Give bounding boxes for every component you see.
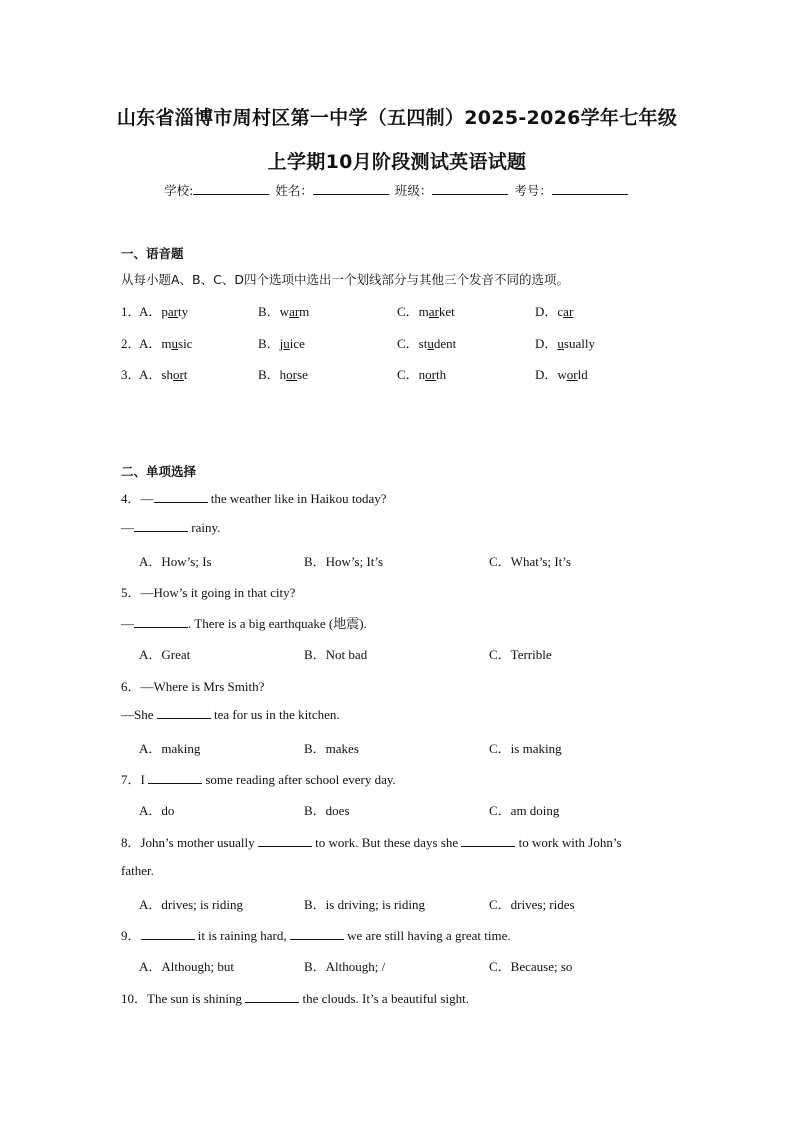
answer-blank[interactable] — [461, 835, 515, 847]
q3-option-d[interactable] — [535, 364, 588, 383]
q6-reply-post: tea for us in the kitchen. — [210, 707, 340, 722]
option-letter: A． — [139, 336, 162, 351]
option-letter: C． — [397, 304, 419, 319]
q7-stem-post: some reading after school every day. — [202, 772, 396, 787]
q4-option-c[interactable]: C．What’s; It’s — [489, 554, 571, 569]
word-part: se — [297, 367, 308, 382]
school-label: 学校: — [164, 183, 194, 198]
question-9-stem — [121, 925, 511, 944]
q9-option-b[interactable]: B．Although; / — [304, 959, 386, 974]
option-letter: C． — [397, 336, 419, 351]
answer-blank[interactable] — [245, 991, 299, 1003]
option-letter: A． — [139, 304, 162, 319]
option-letter: B． — [258, 304, 280, 319]
question-8-stem — [121, 832, 622, 851]
question-3-number: 3． — [121, 367, 141, 382]
underlined-letters: u — [557, 336, 564, 351]
underlined-letters: ar — [289, 304, 300, 319]
question-6-stem: 6．—Where is Mrs Smith? — [121, 679, 265, 694]
section-heading-phonetics: 一、语音题 — [121, 246, 184, 261]
q8-option-b[interactable]: B．is driving; is riding — [304, 897, 425, 912]
q4-reply-post: rainy. — [188, 520, 221, 535]
q6-reply-pre: —She — [121, 707, 157, 722]
q9-stem-pre: 9． — [121, 928, 141, 943]
q9-stem-mid: it is raining hard, — [194, 928, 290, 943]
q4-option-b[interactable]: B．How’s; It’s — [304, 554, 384, 569]
question-6-reply — [121, 707, 340, 723]
word-part: n — [418, 367, 426, 382]
q5-option-b[interactable]: B．Not bad — [304, 647, 368, 662]
section-instruction: 从每小题A、B、C、D四个选项中选出一个划线部分与其他三个发音不同的选项。 — [121, 272, 569, 287]
option-letter: D． — [535, 336, 558, 351]
q3-option-a[interactable] — [139, 364, 187, 383]
word-part: sh — [161, 367, 173, 382]
class-label: 班级： — [394, 183, 433, 198]
option-letter: C． — [397, 367, 419, 382]
q2-option-a[interactable] — [139, 333, 192, 352]
name-label: 姓名： — [275, 183, 313, 198]
class-blank[interactable] — [432, 182, 508, 195]
word-part: ket — [438, 304, 455, 319]
underlined-letters: ar — [563, 304, 574, 319]
word-part: ice — [289, 336, 305, 351]
question-2-number: 2． — [121, 336, 141, 351]
q5-option-c[interactable]: C．Terrible — [489, 647, 552, 662]
question-7-stem — [121, 769, 396, 788]
q5-reply-post: . There is a big earthquake (地震). — [188, 616, 367, 631]
q2-option-d[interactable] — [535, 333, 595, 352]
q4-stem-post: the weather like in Haikou today? — [207, 491, 387, 506]
underlined-letters: or — [425, 367, 437, 382]
q4-option-a[interactable]: A．How’s; Is — [139, 554, 212, 569]
word-part: ty — [178, 304, 189, 319]
q7-option-a[interactable]: A．do — [139, 803, 175, 818]
answer-blank[interactable] — [148, 772, 202, 784]
q4-stem-pre: 4．— — [121, 491, 154, 506]
q6-option-c[interactable]: C．is making — [489, 741, 562, 756]
q9-stem-post: we are still having a great time. — [343, 928, 511, 943]
word-part: m — [418, 304, 429, 319]
answer-blank[interactable] — [157, 707, 211, 719]
q9-option-a[interactable]: A．Although; but — [139, 959, 234, 974]
underlined-letters: ar — [167, 304, 178, 319]
q10-stem-pre: 10．The sun is shining — [121, 991, 246, 1006]
question-4-reply — [121, 520, 220, 536]
exam-title-line1: 山东省淄博市周村区第一中学（五四制）2025-2026学年七年级 — [116, 107, 678, 129]
exam-no-blank[interactable] — [552, 182, 628, 195]
option-letter: B． — [258, 367, 280, 382]
question-8-stem-cont: father. — [121, 863, 154, 878]
word-part: c — [557, 304, 564, 319]
q9-option-c[interactable]: C．Because; so — [489, 959, 573, 974]
q6-option-b[interactable]: B．makes — [304, 741, 359, 756]
q2-option-c[interactable] — [397, 333, 456, 352]
underlined-letters: or — [286, 367, 298, 382]
q8-stem-pre: 8．John’s mother usually — [121, 835, 258, 850]
q8-stem-post: to work with John’s — [515, 835, 622, 850]
option-letter: D． — [535, 367, 558, 382]
answer-blank[interactable] — [258, 835, 312, 847]
answer-blank[interactable] — [141, 928, 195, 940]
answer-blank[interactable] — [290, 928, 344, 940]
word-part: t — [183, 367, 188, 382]
q2-option-b[interactable] — [258, 333, 305, 352]
word-part: sic — [178, 336, 193, 351]
q7-option-c[interactable]: C．am doing — [489, 803, 560, 818]
question-10-stem — [121, 988, 469, 1007]
q5-reply-pre: — — [121, 616, 134, 631]
student-info-row — [0, 181, 794, 199]
q3-option-b[interactable] — [258, 364, 308, 383]
underlined-letters: ar — [428, 304, 439, 319]
option-letter: B． — [258, 336, 280, 351]
q8-stem-mid: to work. But these days she — [311, 835, 462, 850]
word-part: m — [161, 336, 172, 351]
option-letter: A． — [139, 367, 162, 382]
answer-blank[interactable] — [134, 616, 188, 628]
question-5-stem: 5．—How’s it going in that city? — [121, 585, 296, 600]
q1-option-d[interactable] — [535, 301, 573, 320]
underlined-letters: u — [283, 336, 290, 351]
q4-reply-pre: — — [121, 520, 134, 535]
word-part: h — [279, 367, 287, 382]
q1-option-b[interactable] — [258, 301, 309, 320]
underlined-letters: or — [172, 367, 184, 382]
q7-stem-pre: 7．I — [121, 772, 149, 787]
question-5-reply — [121, 613, 367, 632]
underlined-letters: or — [566, 367, 578, 382]
option-letter: D． — [535, 304, 558, 319]
q1-option-a[interactable] — [139, 301, 188, 320]
q3-option-c[interactable] — [397, 364, 446, 383]
exam-no-label: 考号： — [514, 183, 552, 198]
word-part: w — [279, 304, 290, 319]
word-part: dent — [433, 336, 457, 351]
word-part: w — [557, 367, 567, 382]
exam-title-line2: 上学期10月阶段测试英语试题 — [267, 151, 527, 173]
q10-stem-post: the clouds. It’s a beautiful sight. — [299, 991, 469, 1006]
answer-blank[interactable] — [134, 520, 188, 532]
q8-option-c[interactable]: C．drives; rides — [489, 897, 575, 912]
word-part: ld — [577, 367, 588, 382]
word-part: th — [436, 367, 447, 382]
q8-option-a[interactable]: A．drives; is riding — [139, 897, 243, 912]
answer-blank[interactable] — [154, 491, 208, 503]
word-part: m — [299, 304, 310, 319]
q5-option-a[interactable]: A．Great — [139, 647, 191, 662]
question-4-stem — [121, 488, 387, 507]
word-part: sually — [563, 336, 595, 351]
q1-option-c[interactable] — [397, 301, 455, 320]
section-heading-single-choice: 二、单项选择 — [121, 464, 197, 479]
q7-option-b[interactable]: B．does — [304, 803, 350, 818]
underlined-letters: u — [171, 336, 179, 351]
q6-option-a[interactable]: A．making — [139, 741, 201, 756]
word-part: st — [418, 336, 428, 351]
question-1-number: 1． — [121, 304, 141, 319]
word-part: p — [161, 304, 168, 319]
underlined-letters: u — [427, 336, 434, 351]
school-blank[interactable] — [193, 182, 269, 195]
word-part: j — [279, 336, 284, 351]
name-blank[interactable] — [313, 182, 389, 195]
